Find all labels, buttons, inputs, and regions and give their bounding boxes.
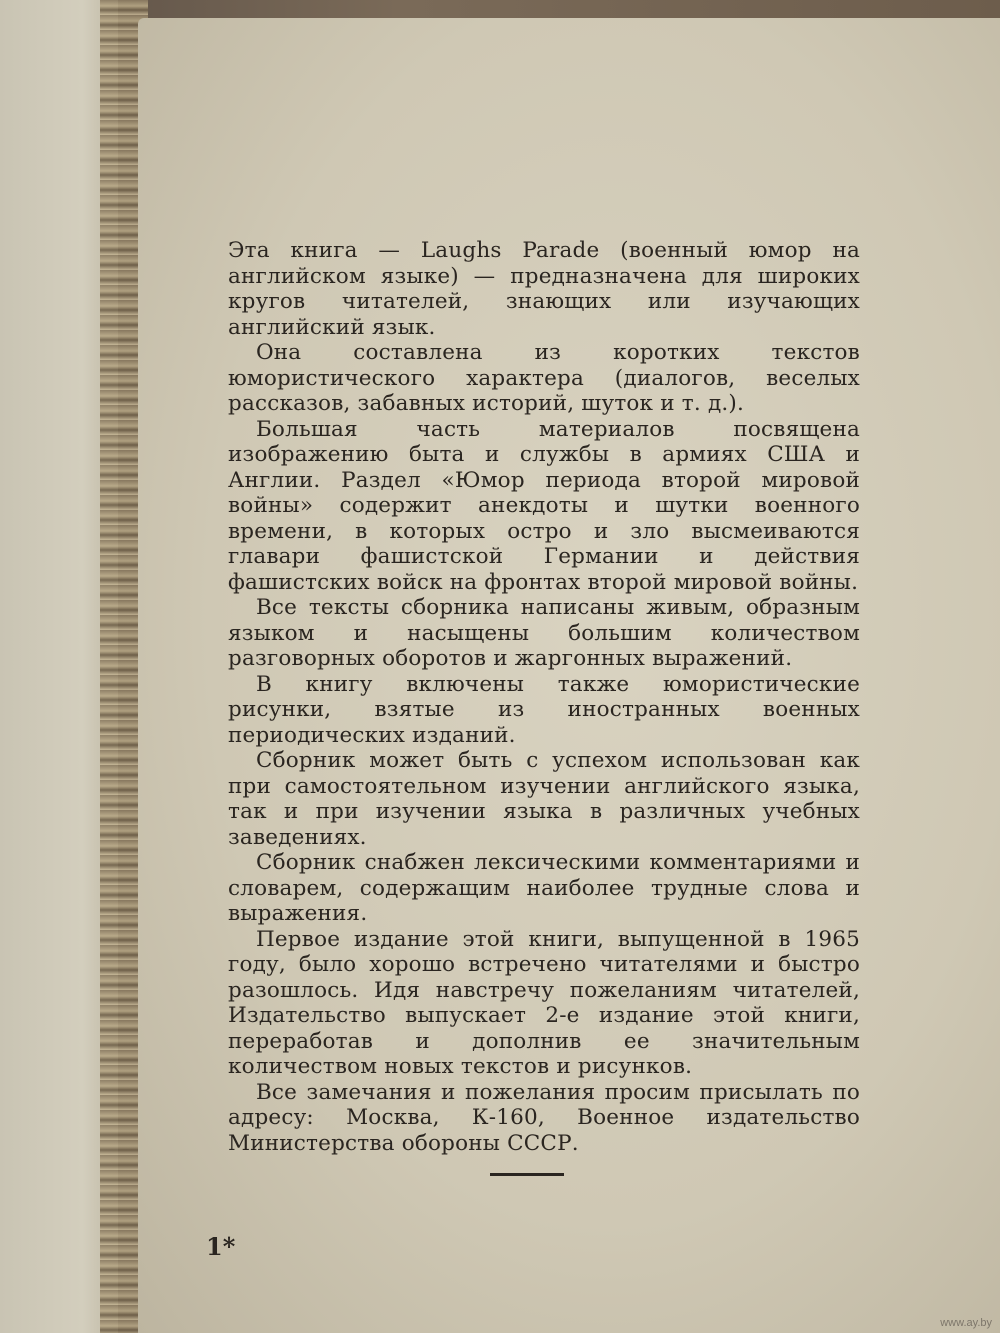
paragraph-commentary: Сборник снабжен лексическими комментариями и словарем, содержащим наиболее трудные слова и выражения.	[228, 850, 860, 926]
paragraph-drawings: В книгу включены также юмористические рисунки, взятые из иностранных военных периодических изданий.	[228, 671, 860, 748]
paragraph-materials: Большая часть материалов посвящена изображению быта и службы в армиях США и Англии. Раздел «Юмор периода второй мировой войны» содержит анекдоты и шутки военного времени, в которых остро и зло высмеиваются главари фашистской Германии и действия фашистских войск на фронтах второй мировой войны.	[228, 416, 860, 595]
watermark: www.ay.by	[940, 1317, 992, 1329]
paragraph-address: Все замечания и пожелания просим присылать по адресу: Москва, К-160, Военное издательство Министерства обороны СССР.	[228, 1079, 860, 1156]
page-signature-mark: 1*	[206, 1232, 236, 1261]
paragraph-language: Все тексты сборника написаны живым, образным языком и насыщены большим количеством разговорных оборотов и жаргонных выражений.	[228, 595, 860, 671]
section-divider	[490, 1173, 564, 1176]
paragraph-intro: Эта книга — Laughs Parade (военный юмор на английском языке) — предназначена для широких кругов читателей, знающих или изучающих английский язык.	[228, 238, 860, 340]
paragraph-edition: Первое издание этой книги, выпущенной в 1965 году, было хорошо встречено читателями и быстро разошлось. Идя навстречу пожеланиям читателей, Издательство выпускает 2-е издание этой книги, переработав и дополнив ее значительным количеством новых текстов и рисунков.	[228, 926, 860, 1079]
body-text	[228, 238, 860, 1156]
paragraph-composition: Она составлена из коротких текстов юмористического характера (диалогов, веселых рассказов, забавных историй, шуток и т. д.).	[228, 340, 860, 416]
paragraph-usage: Сборник может быть с успехом использован как при самостоятельном изучении английского языка, так и при изучении языка в различных учебных заведениях.	[228, 748, 860, 850]
